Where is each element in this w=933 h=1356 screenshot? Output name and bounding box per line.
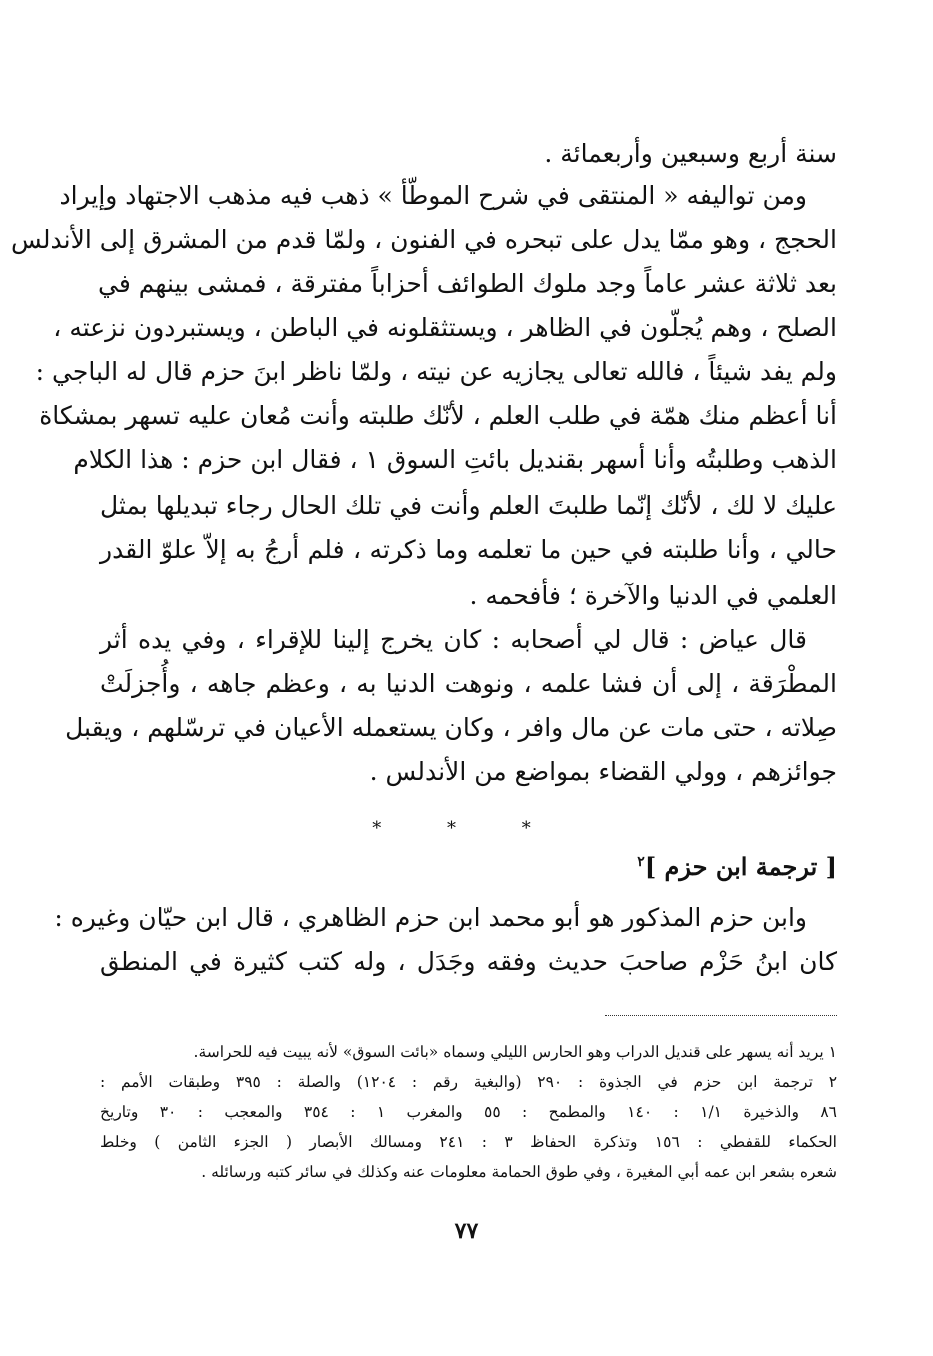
section-separator: * * * bbox=[372, 818, 561, 839]
page-number: ٧٧ bbox=[454, 1218, 479, 1244]
text-line: سنة أربع وسبعين وأربعمائة . bbox=[544, 139, 837, 168]
footnote-line: ٢ ترجمة ابن حزم في الجذوة : ٢٩٠ (والبغية رقم : ١٢٠٤) والصلة : ٣٩٥ وطبقات الأمم : bbox=[100, 1073, 838, 1091]
text-line: الحجج ، وهو ممّا يدل على تبحره في الفنون ، ولمّا قدم من المشرق إلى الأندلس bbox=[11, 225, 837, 254]
text-line: جوائزهم ، وولي القضاء بمواضع من الأندلس . bbox=[369, 757, 837, 786]
text-line: وابن حزم المذكور هو أبو محمد ابن حزم الظاهري ، قال ابن حيّان وغيره : bbox=[54, 903, 807, 932]
text-line: أنا أعظم منك همّة في طلب العلم ، لأنّك طلبته وأنت مُعان عليه تسهر بمشكاة bbox=[39, 401, 837, 430]
text-line: الذهب وطلبتُه وأنا أسهر بقنديل بائتِ السوق ١ ، فقال ابن حزم : هذا الكلام bbox=[73, 445, 837, 474]
text-line: ولم يفد شيئاً ، فالله تعالى يجازيه عن نيته ، ولمّا ناظر ابنَ حزم قال له الباجي : bbox=[35, 357, 837, 386]
text-line: الصلح ، وهم يُجلّون في الظاهر ، ويستثقلونه في الباطن ، ويستبردون نزعته ، bbox=[53, 313, 837, 342]
text-line: العلمي في الدنيا والآخرة ؛ فأفحمه . bbox=[469, 581, 837, 610]
section-heading bbox=[637, 842, 837, 887]
footnote-line: ٨٦ والذخيرة ١/١ : ١٤٠ والمطمح : ٥٥ والمغرب ١ : ٣٥٤ والمعجب : ٣٠ وتاريخ bbox=[100, 1103, 837, 1121]
text-line: ومن تواليفه « المنتقى في شرح الموطّأ » ذهب فيه مذهب الاجتهاد وإيراد bbox=[59, 181, 807, 210]
text-line: المطْرَقة ، إلى أن فشا علمه ، ونوهت الدنيا به ، وعظم جاهه ، وأُجزلَتْ bbox=[100, 669, 837, 698]
footnote-line: ١ يريد أنه يسهر على قنديل الدراب وهو الحارس الليلي وسماه «بائت السوق» لأنه يبيت فيه للحراسة. bbox=[193, 1043, 837, 1061]
text-line: قال عياض : قال لي أصحابه : كان يخرج إلينا للإقراء ، وفي يده أثر bbox=[100, 625, 807, 654]
footnote-line: الحكماء للقفطي : ١٥٦ وتذكرة الحفاظ ٣ : ٢٤١ ومسالك الأبصار ( الجزء الثامن ) وخلط bbox=[100, 1133, 837, 1151]
text-line: كان ابنُ حَزْم صاحبَ حديث وفقه وجَدَل ، وله كتب كثيرة في المنطق bbox=[100, 947, 837, 976]
footnote-marker: ٢ bbox=[637, 854, 645, 870]
text-line: حالي ، وأنا طلبته في حين ما تعلمه وما ذكرته ، فلم أرجُ به إلاّ علوّ القدر bbox=[100, 535, 837, 564]
section-heading-text: [ ترجمة ابن حزم ] bbox=[644, 852, 837, 881]
footnote-line: شعره بشعر ابن عمه أبي المغيرة ، وفي طوق الحمامة معلومات عنه وكذلك في سائر كتبه ورسائله . bbox=[201, 1163, 837, 1181]
text-line: عليك لا لك ، لأنّك إنّما طلبتَ العلم وأنت في تلك الحال رجاء تبديلها بمثل bbox=[99, 491, 837, 520]
text-line: بعد ثلاثة عشر عاماً وجد ملوك الطوائف أحزاباً مفترقة ، فمشى بينهم في bbox=[98, 269, 837, 298]
text-line: صِلاته ، حتى مات عن مال وافر ، وكان يستعمله الأعيان في ترسّلهم ، ويقبل bbox=[65, 713, 837, 742]
footnote-divider bbox=[605, 1015, 837, 1016]
